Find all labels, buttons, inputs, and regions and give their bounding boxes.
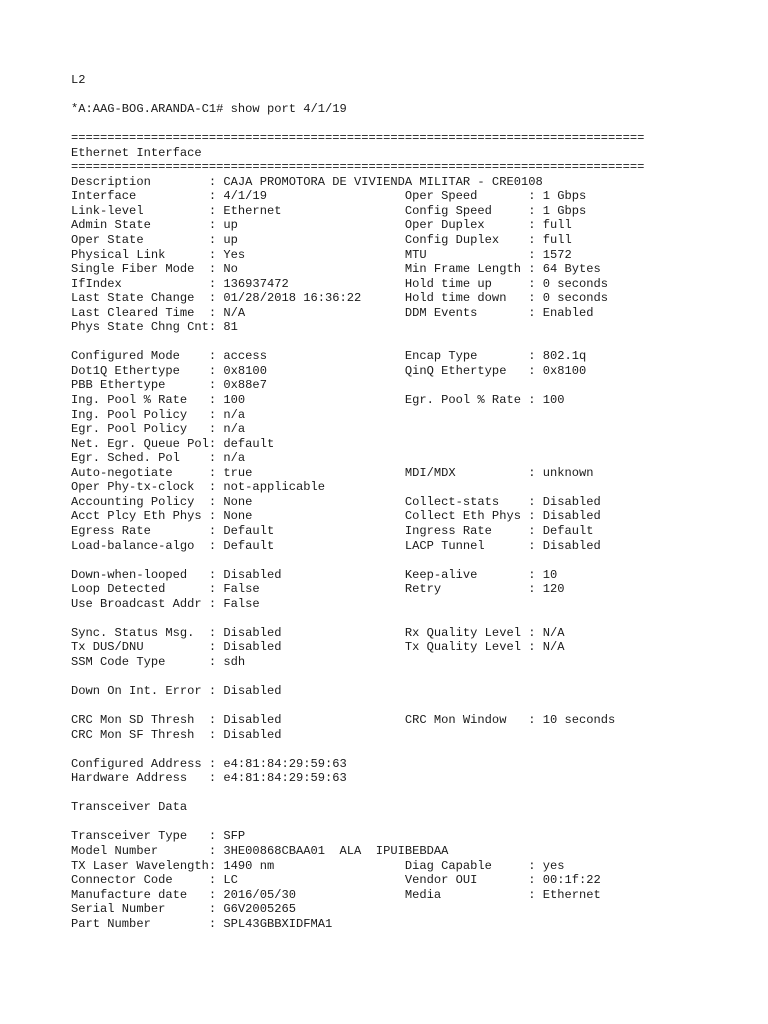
output-line: Phys State Chng Cnt: 81 [71,320,238,335]
output-line: Load-balance-algo : Default LACP Tunnel : Disabled [71,538,601,553]
output-line: Model Number : 3HE00868CBAA01 ALA IPUIBEBDAA [71,843,449,858]
output-line: TX Laser Wavelength: 1490 nm Diag Capable : yes [71,858,565,873]
terminal-output [71,73,644,931]
output-line: Acct Plcy Eth Phys : None Collect Eth Phys : Disabled [71,509,601,524]
output-line: Dot1Q Ethertype : 0x8100 QinQ Ethertype : 0x8100 [71,363,587,378]
output-line: Tx DUS/DNU : Disabled Tx Quality Level : N/A [71,640,565,655]
output-line [71,786,644,801]
output-line [71,553,644,568]
output-line: Physical Link : Yes MTU : 1572 [71,247,572,262]
output-line: Accounting Policy : None Collect-stats : Disabled [71,494,601,509]
output-line [71,699,644,714]
output-line: Egr. Sched. Pol : n/a [71,451,246,466]
output-line [71,117,644,132]
output-line: *A:AAG-BOG.ARANDA-C1# show port 4/1/19 [71,102,347,117]
output-line: Net. Egr. Queue Pol: default [71,436,275,451]
output-line: Down-when-looped : Disabled Keep-alive : 10 [71,567,558,582]
output-line: Sync. Status Msg. : Disabled Rx Quality Level : N/A [71,625,565,640]
output-line: Loop Detected : False Retry : 120 [71,582,565,597]
output-line: Configured Mode : access Encap Type : 802.1q [71,349,587,364]
output-line: Admin State : up Oper Duplex : full [71,218,572,233]
output-line: Transceiver Data [71,800,188,815]
output-line: Manufacture date : 2016/05/30 Media : Ethernet [71,887,601,902]
output-line: Configured Address : e4:81:84:29:59:63 [71,756,347,771]
output-line: Last Cleared Time : N/A DDM Events : Enabled [71,305,594,320]
output-line: IfIndex : 136937472 Hold time up : 0 seconds [71,276,609,291]
output-line: Oper State : up Config Duplex : full [71,233,572,248]
output-line [71,335,644,350]
output-line: Transceiver Type : SFP [71,829,246,844]
output-line: Serial Number : G6V2005265 [71,902,296,917]
output-line: Hardware Address : e4:81:84:29:59:63 [71,771,347,786]
output-line: =============================================================================== [71,160,645,175]
output-line [71,815,644,830]
output-line: Link-level : Ethernet Config Speed : 1 Gbps [71,203,587,218]
output-line: Egr. Pool Policy : n/a [71,422,246,437]
output-line: Egress Rate : Default Ingress Rate : Default [71,523,594,538]
output-line: CRC Mon SD Thresh : Disabled CRC Mon Window : 10 seconds [71,713,616,728]
output-line: Connector Code : LC Vendor OUI : 00:1f:22 [71,873,601,888]
output-line: Description : CAJA PROMOTORA DE VIVIENDA MILITAR - CRE0108 [71,174,543,189]
output-line: PBB Ethertype : 0x88e7 [71,378,267,393]
output-line: Last State Change : 01/28/2018 16:36:22 Hold time down : 0 seconds [71,291,609,306]
output-line: Single Fiber Mode : No Min Frame Length : 64 Bytes [71,262,601,277]
output-line: Ing. Pool Policy : n/a [71,407,246,422]
output-line: =============================================================================== [71,131,645,146]
output-line: Part Number : SPL43GBBXIDFMA1 [71,916,333,931]
output-line: L2 [71,73,86,87]
output-line: Auto-negotiate : true MDI/MDX : unknown [71,465,594,480]
output-line: Down On Int. Error : Disabled [71,683,282,698]
output-line: Use Broadcast Addr : False [71,596,260,611]
output-line: SSM Code Type : sdh [71,654,246,669]
output-line: CRC Mon SF Thresh : Disabled [71,727,282,742]
output-line: Ing. Pool % Rate : 100 Egr. Pool % Rate : 100 [71,393,565,408]
output-line [71,742,644,757]
output-line [71,88,644,103]
output-line: Oper Phy-tx-clock : not-applicable [71,480,326,495]
output-line: Ethernet Interface [71,145,202,160]
output-line [71,669,644,684]
output-line [71,611,644,626]
output-line: Interface : 4/1/19 Oper Speed : 1 Gbps [71,189,587,204]
